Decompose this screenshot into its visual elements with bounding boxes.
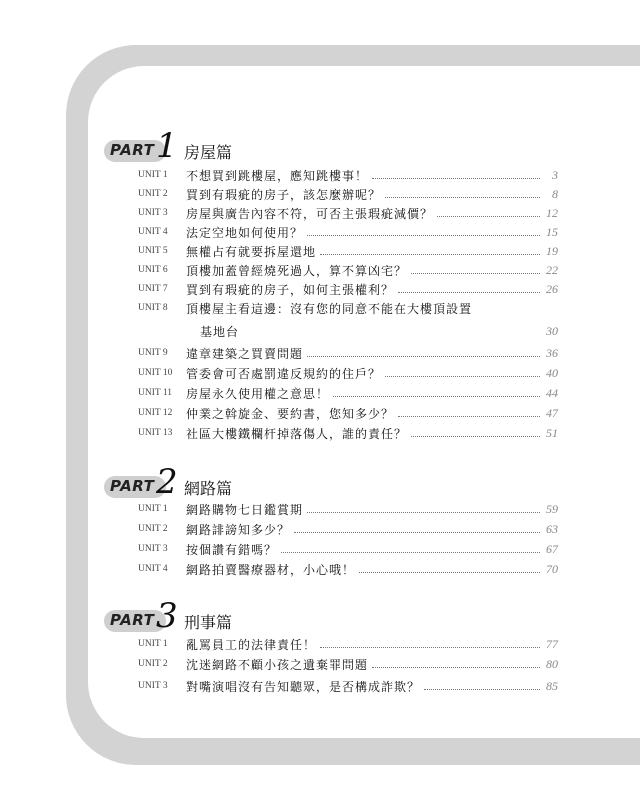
leader-dots bbox=[398, 292, 540, 293]
unit-label: UNIT 3 bbox=[138, 208, 168, 218]
entry-title: 社區大樓鐵欄杆掉落傷人，誰的責任？ bbox=[186, 426, 408, 441]
page-number: 59 bbox=[546, 501, 558, 516]
unit-label: UNIT 10 bbox=[138, 368, 173, 378]
toc-entry[interactable] bbox=[138, 403, 558, 423]
page-number: 36 bbox=[546, 345, 558, 360]
page-number: 22 bbox=[546, 262, 558, 277]
entry-title: 網路購物七日鑑賞期 bbox=[186, 502, 304, 517]
leader-dots bbox=[411, 436, 540, 437]
page-number: 40 bbox=[546, 365, 558, 380]
leader-dots bbox=[294, 532, 540, 533]
entry-title: 房屋與廣告內容不符，可否主張瑕疵減價？ bbox=[186, 206, 434, 221]
unit-label: UNIT 1 bbox=[138, 504, 168, 514]
toc-entry[interactable] bbox=[138, 559, 558, 579]
entry-title: 仲業之斡旋金、要約書，您知多少？ bbox=[186, 406, 395, 421]
toc-entry[interactable] bbox=[138, 676, 558, 696]
entry-title: 違章建築之買賣問題 bbox=[186, 346, 304, 361]
toc-entry[interactable] bbox=[138, 363, 558, 383]
toc-entry[interactable] bbox=[138, 241, 558, 261]
page-number: 15 bbox=[546, 224, 558, 239]
unit-label: UNIT 5 bbox=[138, 246, 168, 256]
leader-dots bbox=[424, 689, 540, 690]
part-1-number: 1 bbox=[156, 126, 178, 166]
unit-label: UNIT 11 bbox=[138, 388, 173, 398]
leader-dots bbox=[398, 416, 540, 417]
toc-entry[interactable] bbox=[138, 260, 558, 280]
toc-entry[interactable] bbox=[138, 423, 558, 443]
unit-label: UNIT 9 bbox=[138, 348, 168, 358]
toc-entry[interactable] bbox=[138, 343, 558, 363]
leader-space bbox=[243, 334, 540, 335]
leader-dots bbox=[437, 216, 540, 217]
page-number: 77 bbox=[546, 636, 558, 651]
entry-title: 頂樓屋主看這邊：沒有您的同意不能在大樓頂設置 bbox=[186, 301, 473, 316]
page-number: 85 bbox=[546, 678, 558, 693]
page-number: 12 bbox=[546, 205, 558, 220]
page-number: 63 bbox=[546, 521, 558, 536]
entry-title: 法定空地如何使用？ bbox=[186, 225, 304, 240]
toc-entry[interactable] bbox=[138, 654, 558, 674]
page-number: 51 bbox=[546, 425, 558, 440]
toc-entry[interactable] bbox=[138, 203, 558, 223]
toc-entry[interactable] bbox=[138, 222, 558, 242]
leader-dots bbox=[333, 396, 540, 397]
page-number: 70 bbox=[546, 561, 558, 576]
toc-entry[interactable] bbox=[138, 184, 558, 204]
part-1-label: PART bbox=[110, 141, 155, 159]
leader-dots bbox=[281, 552, 540, 553]
entry-title: 買到有瑕疵的房子，該怎麼辦呢？ bbox=[186, 187, 382, 202]
unit-label: UNIT 7 bbox=[138, 284, 168, 294]
page-number: 80 bbox=[546, 656, 558, 671]
entry-title: 買到有瑕疵的房子，如何主張權利？ bbox=[186, 282, 395, 297]
part-2-title: 網路篇 bbox=[184, 479, 233, 498]
page-number: 47 bbox=[546, 405, 558, 420]
page-number: 19 bbox=[546, 243, 558, 258]
entry-title: 沈迷網路不顧小孩之遺棄罪問題 bbox=[186, 657, 369, 672]
entry-title: 對嘴演唱沒有告知聽眾，是否構成詐欺？ bbox=[186, 679, 421, 694]
toc-entry[interactable] bbox=[138, 539, 558, 559]
unit-label: UNIT 2 bbox=[138, 659, 168, 669]
entry-title: 無權占有就要拆屋還地 bbox=[186, 244, 317, 259]
unit-label: UNIT 2 bbox=[138, 524, 168, 534]
leader-dots bbox=[307, 356, 540, 357]
toc-entry[interactable] bbox=[138, 298, 558, 318]
entry-title: 不想買到跳樓屋，應知跳樓事！ bbox=[186, 168, 369, 183]
unit-label: UNIT 2 bbox=[138, 189, 168, 199]
toc-entry-continuation[interactable] bbox=[200, 321, 558, 341]
toc-entry[interactable] bbox=[138, 279, 558, 299]
entry-title: 按個讚有錯嗎？ bbox=[186, 542, 278, 557]
part-3-label: PART bbox=[110, 611, 155, 629]
page-number: 3 bbox=[552, 167, 558, 182]
leader-dots bbox=[320, 254, 540, 255]
toc-entry[interactable] bbox=[138, 499, 558, 519]
part-1-title: 房屋篇 bbox=[184, 143, 233, 162]
page-number: 8 bbox=[552, 186, 558, 201]
page-number: 44 bbox=[546, 385, 558, 400]
toc-entry[interactable] bbox=[138, 634, 558, 654]
page-number: 30 bbox=[546, 323, 558, 338]
unit-label: UNIT 1 bbox=[138, 170, 168, 180]
unit-label: UNIT 8 bbox=[138, 303, 168, 313]
toc-entry[interactable] bbox=[138, 519, 558, 539]
entry-title: 管委會可否處罰違反規約的住戶？ bbox=[186, 366, 382, 381]
leader-dots bbox=[372, 178, 540, 179]
unit-label: UNIT 3 bbox=[138, 681, 168, 691]
entry-title: 亂罵員工的法律責任！ bbox=[186, 637, 317, 652]
unit-label: UNIT 4 bbox=[138, 227, 168, 237]
unit-label: UNIT 1 bbox=[138, 639, 168, 649]
unit-label: UNIT 4 bbox=[138, 564, 168, 574]
leader-dots bbox=[307, 512, 540, 513]
entry-title: 網路誹謗知多少？ bbox=[186, 522, 291, 537]
unit-label: UNIT 3 bbox=[138, 544, 168, 554]
toc-entry[interactable] bbox=[138, 383, 558, 403]
entry-title: 頂樓加蓋曾經燒死過人，算不算凶宅？ bbox=[186, 263, 408, 278]
page-number: 26 bbox=[546, 281, 558, 296]
leader-dots bbox=[307, 235, 540, 236]
part-2-number: 2 bbox=[156, 462, 178, 502]
entry-title: 房屋永久使用權之意思！ bbox=[186, 386, 330, 401]
leader-dots bbox=[385, 376, 540, 377]
toc-entry[interactable] bbox=[138, 165, 558, 185]
leader-dots bbox=[320, 647, 540, 648]
leader-dots bbox=[359, 572, 540, 573]
page-number: 67 bbox=[546, 541, 558, 556]
unit-label: UNIT 6 bbox=[138, 265, 168, 275]
leader-dots bbox=[372, 667, 540, 668]
unit-label: UNIT 12 bbox=[138, 408, 173, 418]
unit-label: UNIT 13 bbox=[138, 428, 173, 438]
part-3-title: 刑事篇 bbox=[184, 613, 233, 632]
leader-dots bbox=[411, 273, 540, 274]
entry-title-continued: 基地台 bbox=[200, 324, 240, 339]
entry-title: 網路拍賣醫療器材，小心哦！ bbox=[186, 562, 356, 577]
part-3-number: 3 bbox=[156, 596, 178, 636]
leader-dots bbox=[385, 197, 540, 198]
part-2-label: PART bbox=[110, 477, 155, 495]
